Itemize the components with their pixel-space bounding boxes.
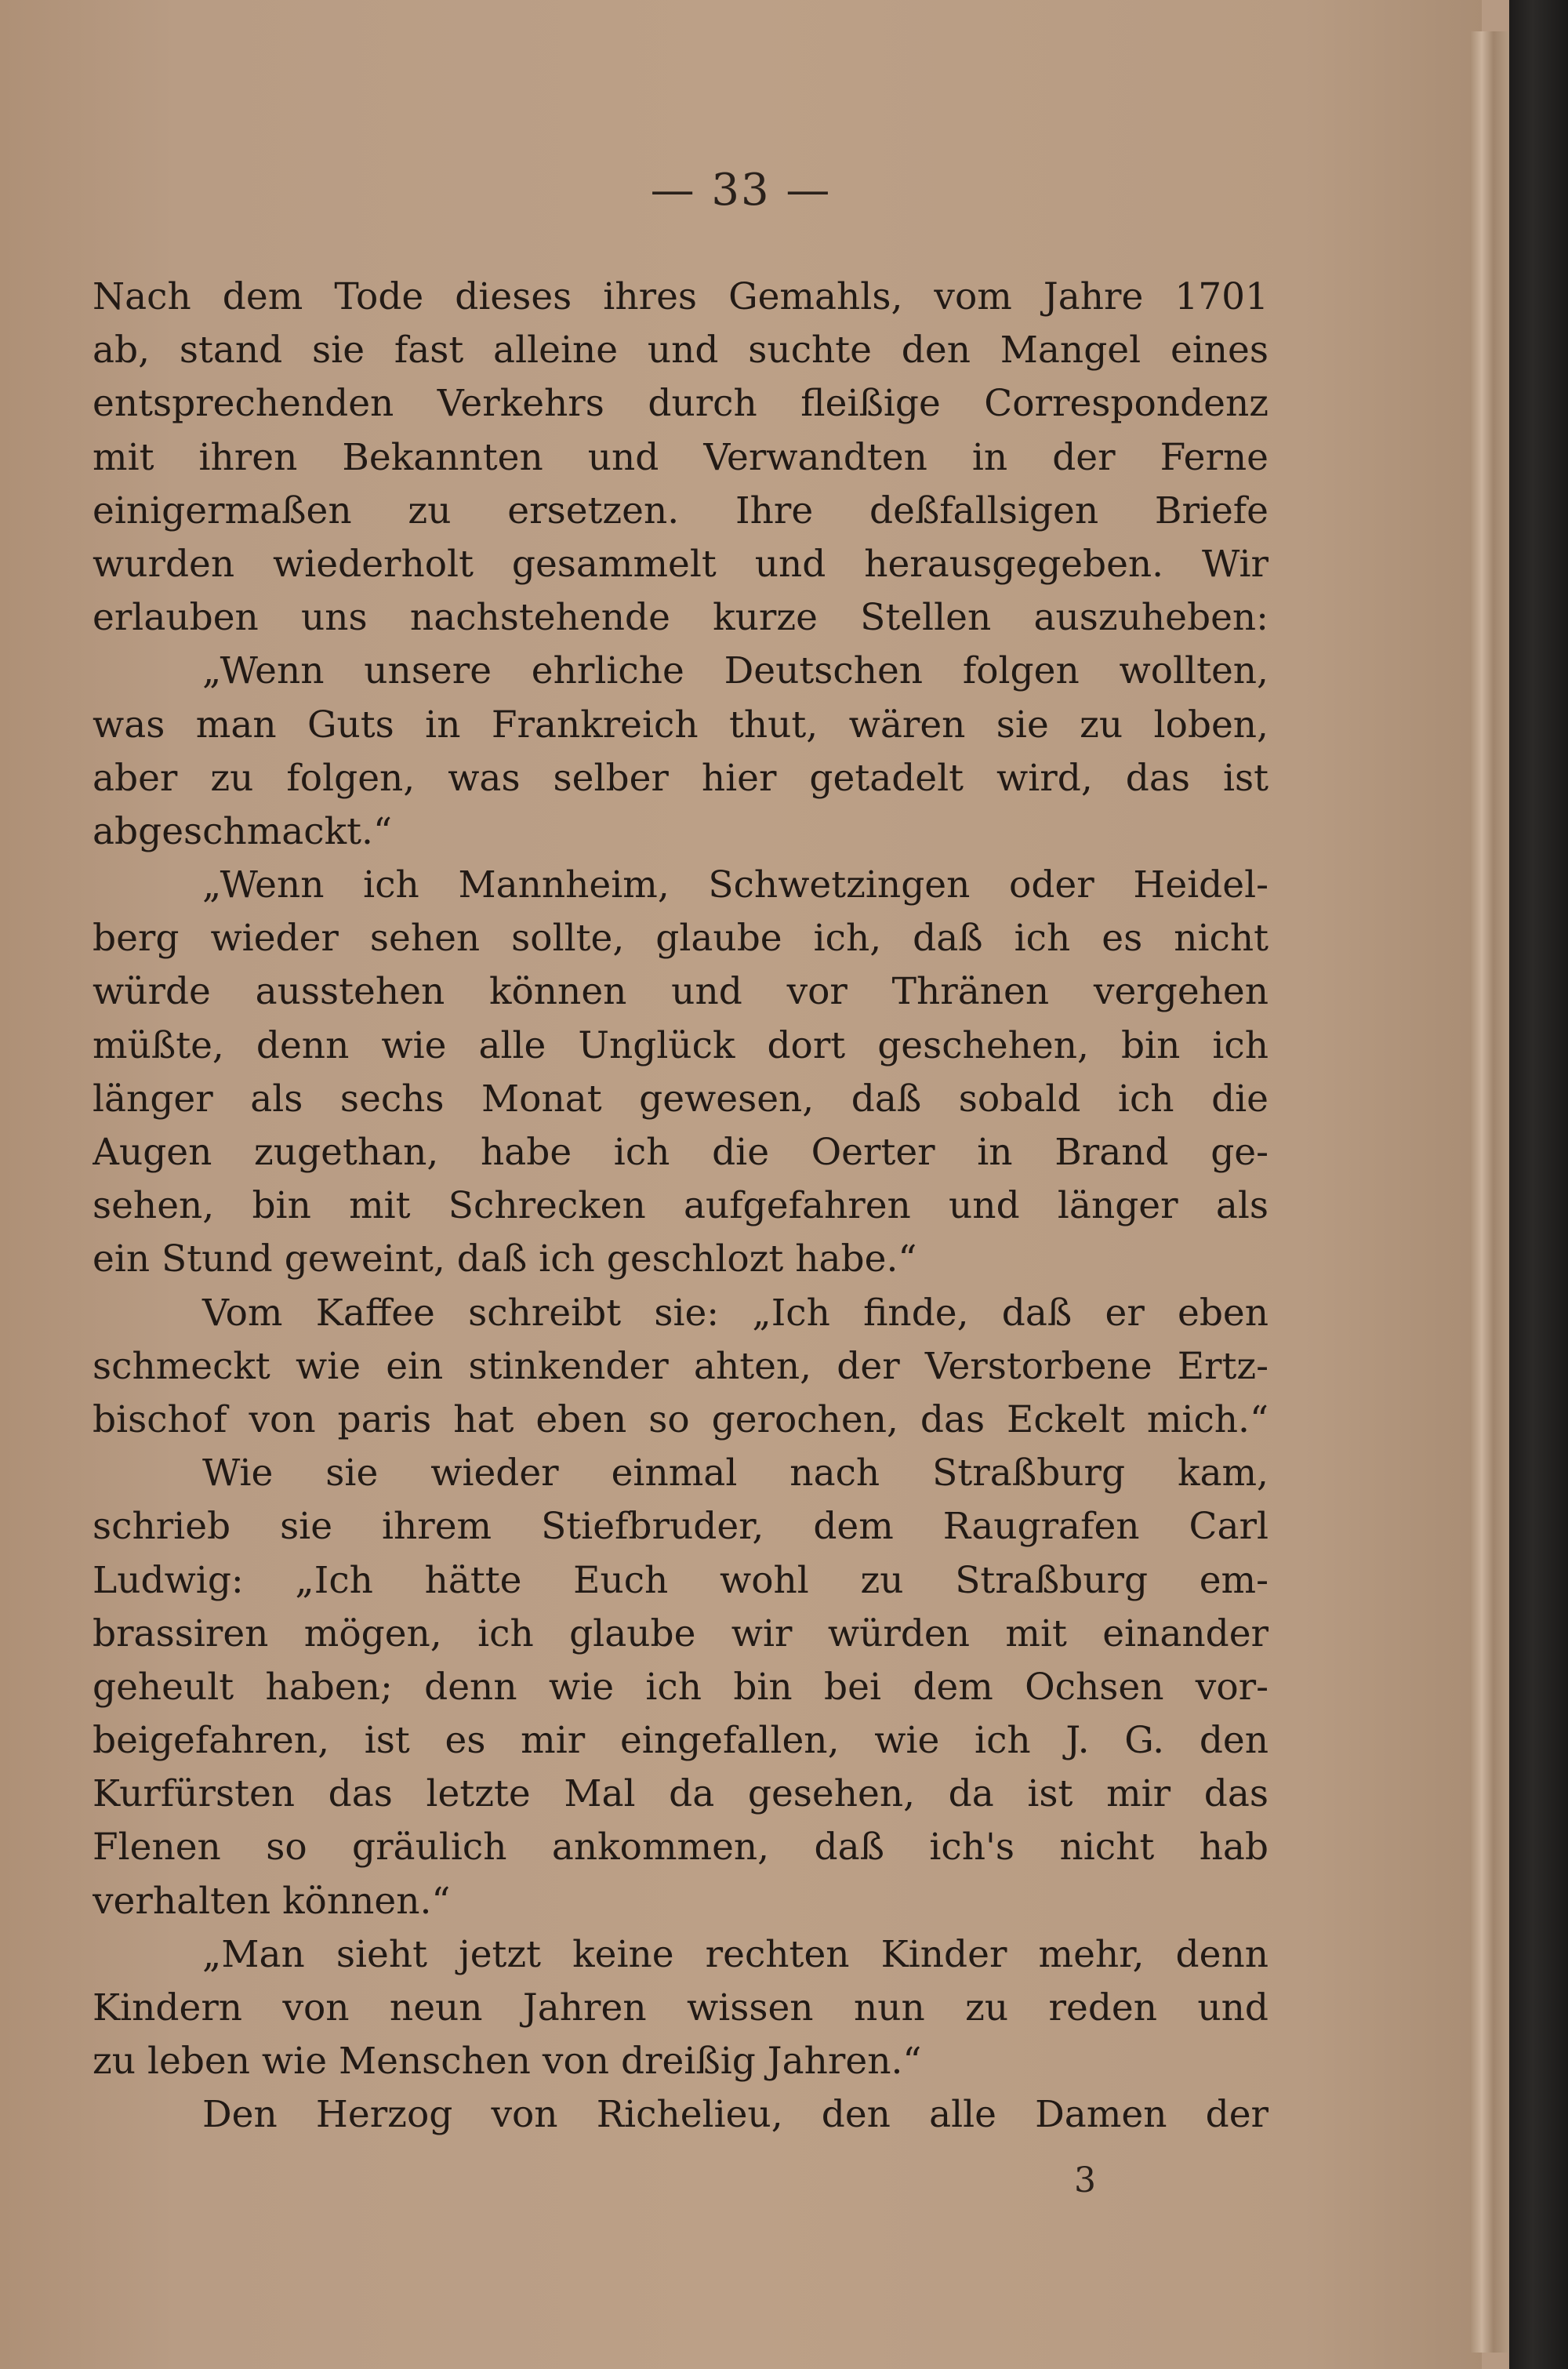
text-line: Flenen so gräulich ankommen, daß ich's nicht hab	[93, 1826, 1269, 1869]
text-line: „Wenn ich Mannheim, Schwetzingen oder Heidel-	[202, 863, 1269, 907]
text-line: brassiren mögen, ich glaube wir würden mit einander	[93, 1611, 1269, 1655]
text-line: „Wenn unsere ehrliche Deutschen folgen wollten,	[202, 649, 1269, 693]
text-line: Kindern von neun Jahren wissen nun zu reden und	[93, 1986, 1269, 2029]
text-line: Ludwig: „Ich hätte Euch wohl zu Straßburg em-	[93, 1558, 1269, 1602]
text-line: „Man sieht jetzt keine rechten Kinder mehr, denn	[202, 1932, 1269, 1976]
text-line: erlauben uns nachstehende kurze Stellen auszuheben:	[93, 596, 1269, 640]
text-line: müßte, denn wie alle Unglück dort geschehen, bin ich	[93, 1023, 1269, 1067]
signature-mark: 3	[1074, 2160, 1096, 2200]
text-line: Den Herzog von Richelieu, den alle Damen der	[202, 2093, 1269, 2137]
text-line: ab, stand sie fast alleine und suchte den Mangel eines	[93, 329, 1269, 372]
text-line: entsprechenden Verkehrs durch fleißige Correspondenz	[93, 382, 1269, 426]
text-line: sehen, bin mit Schrecken aufgefahren und länger als	[93, 1184, 1269, 1228]
text-line: geheult haben; denn wie ich bin bei dem Ochsen vor-	[93, 1665, 1269, 1709]
text-line: zu leben wie Menschen von dreißig Jahren.“	[93, 2040, 922, 2084]
text-line: berg wieder sehen sollte, glaube ich, daß ich es nicht	[93, 917, 1269, 961]
text-line: was man Guts in Frankreich thut, wären sie zu loben,	[93, 703, 1269, 747]
page-number-header: — 33 —	[650, 165, 832, 216]
text-line: beigefahren, ist es mir eingefallen, wie ich J. G. den	[93, 1719, 1269, 1763]
text-line: schmeckt wie ein stinkender ahten, der Verstorbene Ertz-	[93, 1344, 1269, 1388]
text-line: ein Stund geweint, daß ich geschlozt habe.“	[93, 1237, 917, 1281]
text-line: Kurfürsten das letzte Mal da gesehen, da ist mir das	[93, 1772, 1269, 1816]
text-line: würde ausstehen können und vor Thränen vergehen	[93, 970, 1269, 1014]
text-line: einigermaßen zu ersetzen. Ihre deßfallsigen Briefe	[93, 489, 1269, 532]
text-line: Nach dem Tode dieses ihres Gemahls, vom Jahre 1701	[93, 275, 1269, 318]
text-line: abgeschmackt.“	[93, 809, 392, 853]
text-line: aber zu folgen, was selber hier getadelt wird, das ist	[93, 756, 1269, 800]
text-line: Augen zugethan, habe ich die Oerter in Brand ge-	[93, 1131, 1269, 1174]
text-line: bischof von paris hat eben so gerochen, das Eckelt mich.“	[93, 1397, 1269, 1441]
book-cover-edge	[1509, 0, 1568, 2369]
text-line: länger als sechs Monat gewesen, daß sobald ich die	[93, 1077, 1269, 1121]
body-text	[93, 271, 1269, 2142]
text-line: Vom Kaffee schreibt sie: „Ich finde, daß er eben	[202, 1291, 1269, 1335]
text-line: verhalten können.“	[93, 1879, 451, 1923]
text-line: schrieb sie ihrem Stiefbruder, dem Raugrafen Carl	[93, 1505, 1269, 1549]
text-line: mit ihren Bekannten und Verwandten in der Ferne	[93, 435, 1269, 479]
page-stack-edge	[1470, 31, 1509, 2353]
text-line: Wie sie wieder einmal nach Straßburg kam,	[202, 1452, 1269, 1495]
text-line: wurden wiederholt gesammelt und herausgegeben. Wir	[93, 542, 1269, 586]
